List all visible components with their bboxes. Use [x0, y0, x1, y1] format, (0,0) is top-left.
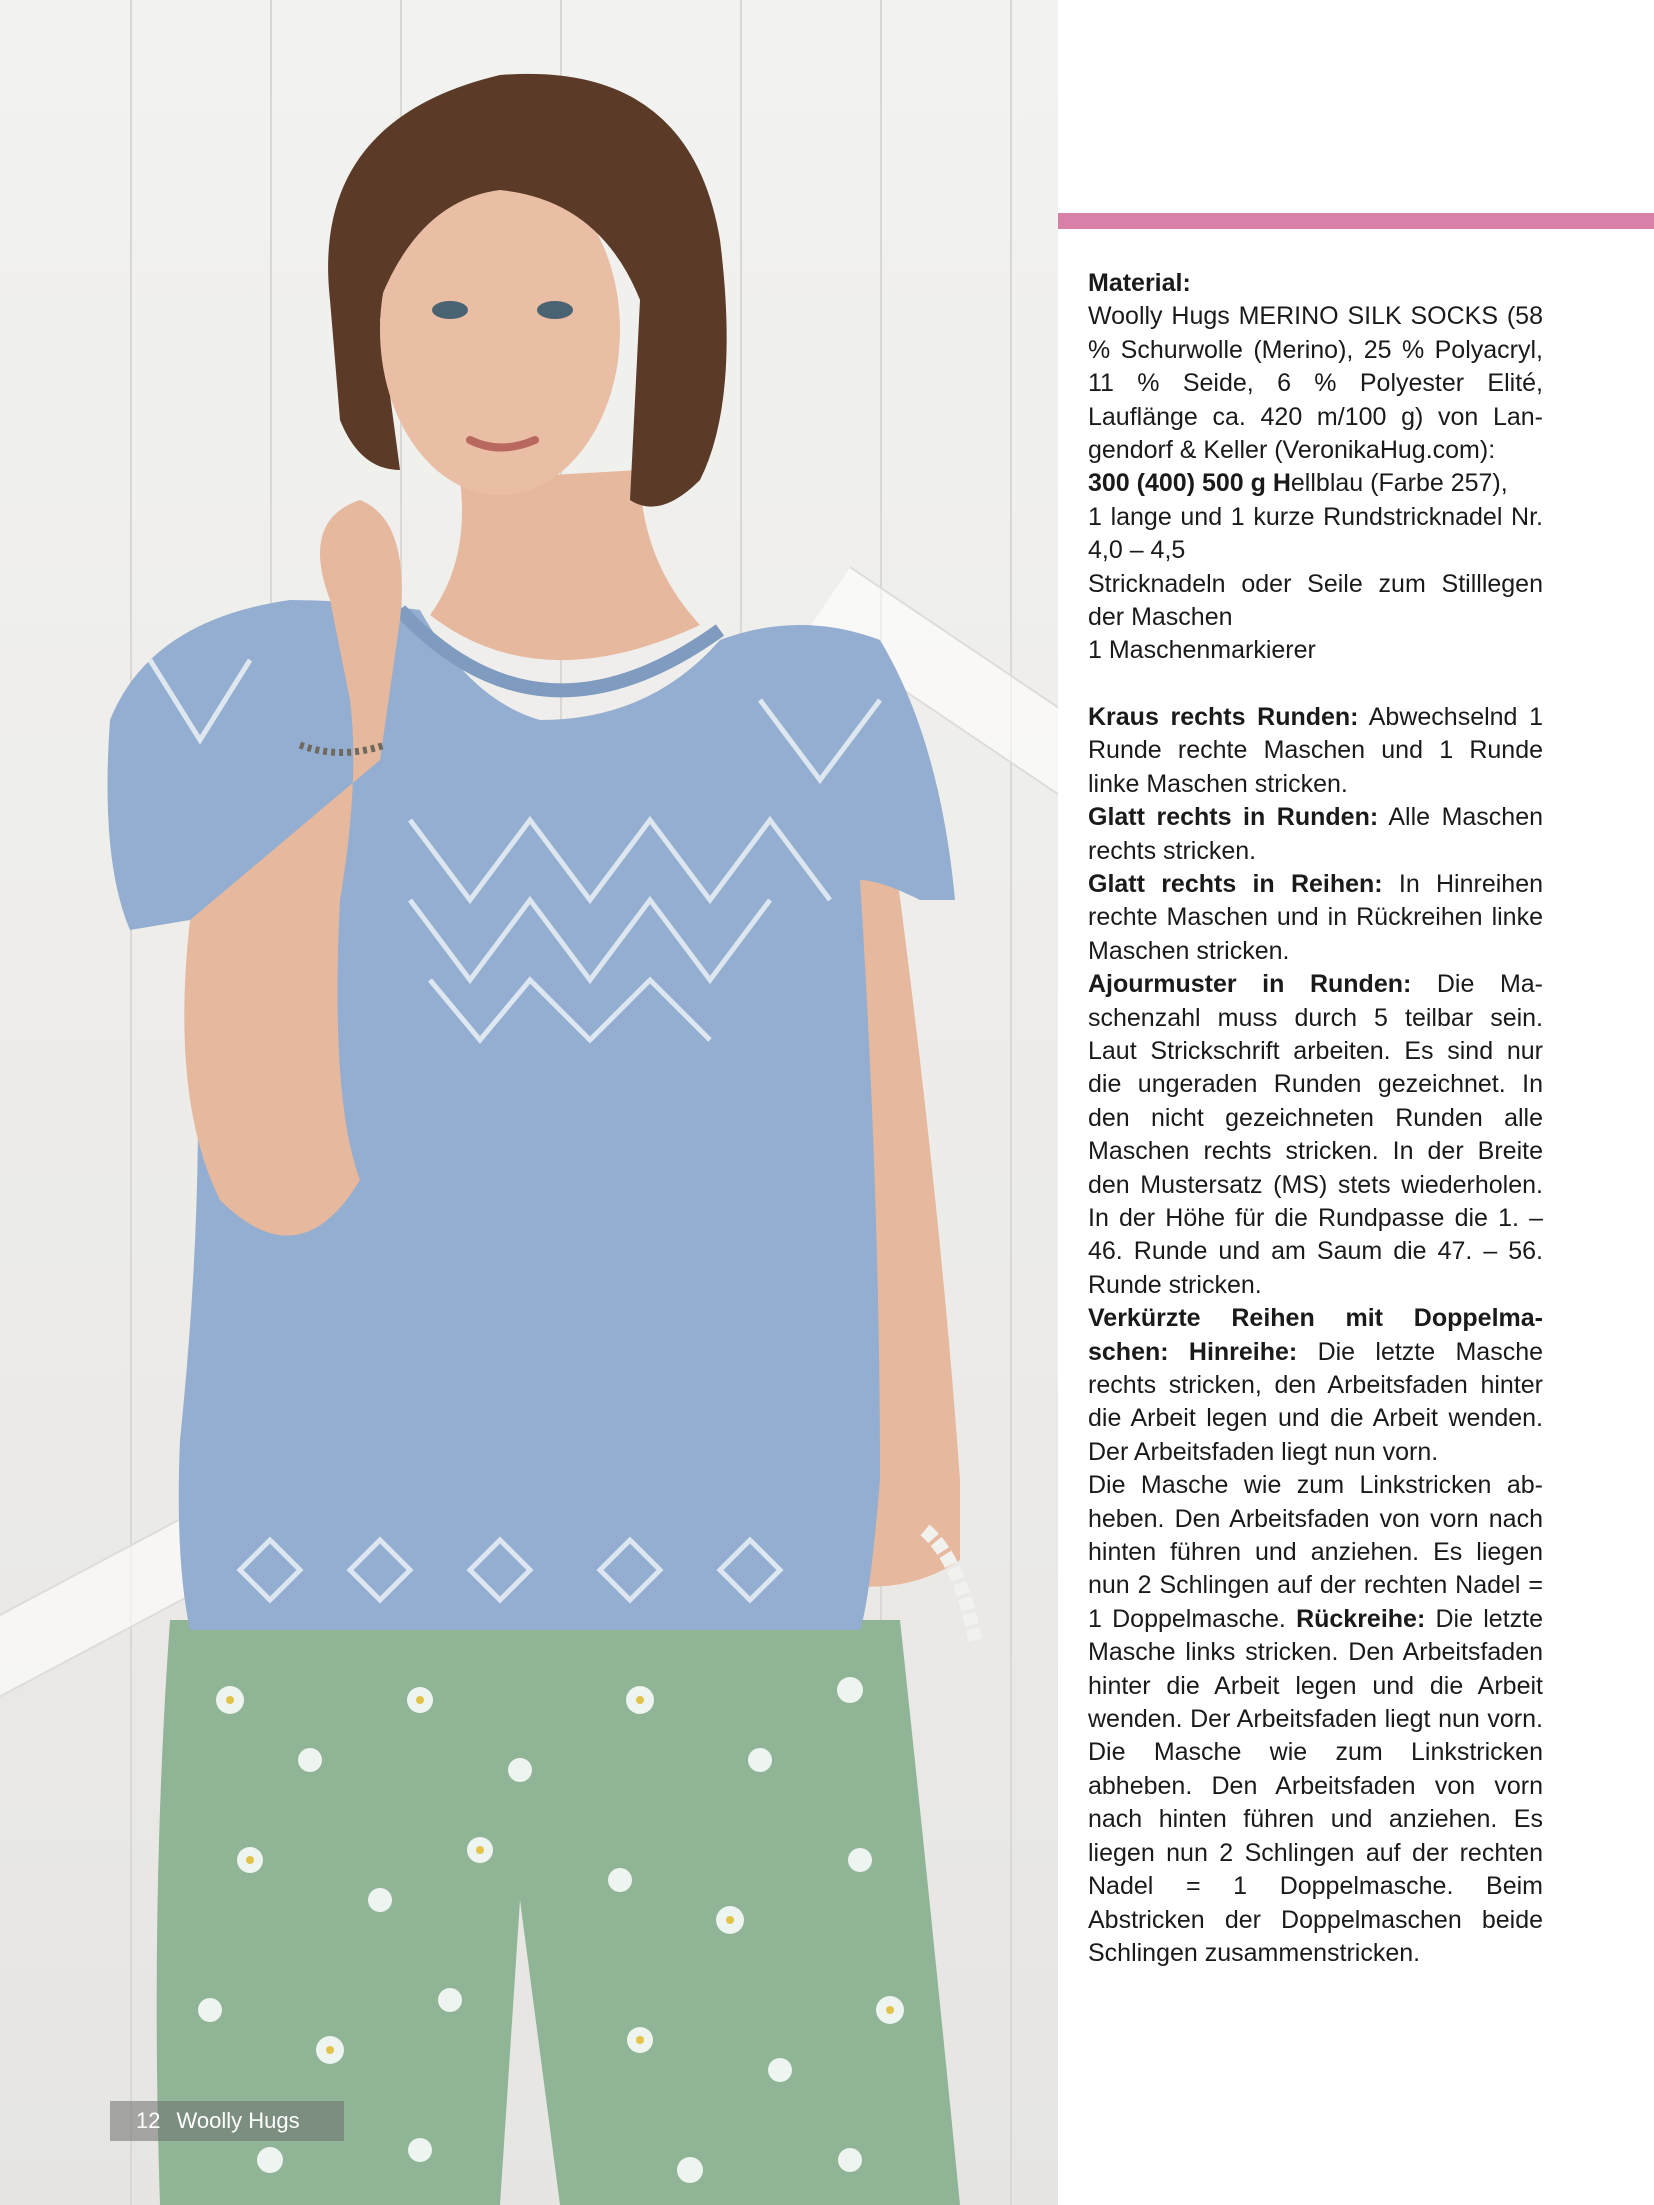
section-gap	[1088, 668, 1543, 701]
technique-title: Glatt rechts in Runden:	[1088, 803, 1379, 832]
short-rows-paragraph	[1088, 1302, 1543, 1469]
material-needles: 1 lange und 1 kurze Rundstricknadel Nr. 4,0 – 4,5	[1088, 502, 1543, 565]
short-rows-paragraph	[1088, 1469, 1543, 1970]
technique-paragraph	[1088, 868, 1543, 968]
page-footer-tag	[110, 2101, 344, 2141]
material-heading: Material:	[1088, 269, 1191, 297]
short-rows-subtitle: Rückreihe:	[1296, 1604, 1426, 1633]
technique-text: In Hinreihen rechte Maschen und in Rückreihen linke Maschen stricken.	[1088, 869, 1544, 965]
short-rows-text: Die Masche wie zum Linkstricken abheben. Den Arbeitsfaden von vorn nach hinten führen und anziehen. Es liegen nun 2 Schlingen auf der rechten Nadel = 1 Doppelmasche.	[1088, 1471, 1543, 1633]
technique-title: Ajourmuster in Runden:	[1088, 970, 1412, 999]
brand-name: Woolly Hugs	[176, 2108, 300, 2133]
eye	[537, 301, 573, 319]
technique-text: Alle Maschen rechts stricken.	[1088, 803, 1544, 865]
page-number: 12	[136, 2108, 161, 2133]
material-amount	[1088, 467, 1543, 500]
short-rows-text: Die letzte Masche links stricken. Den Arbeitsfaden hinter die Arbeit legen und die Arbeit wenden. Der Arbeitsfaden liegt nun vorn. Die Masche wie zum Linkstricken abheben. Den Arbeitsfaden von vorn nach hinten führen und anziehen. Es liegen nun 2 Schlingen auf der rechten Nadel = 1 Doppelmasche. Beim Abstricken der Doppelmaschen beide Schlingen zusammenstricken.	[1088, 1604, 1543, 1967]
material-holders: Stricknadeln oder Seile zum Stilllegen der Maschen	[1088, 569, 1543, 632]
short-rows-title: Verkürzte Reihen mit Doppelmaschen: Hinreihe:	[1088, 1304, 1543, 1366]
technique-text: Die Maschenzahl muss durch 5 teilbar sein. Laut Strickschrift arbeiten. Es sind nur die ungeraden Runden gezeichnet. In den nicht gezeichneten Runden alle Maschen rechts stricken. In der Breite den Mustersatz (MS) stets wiederholen. In der Höhe für die Rundpasse die 1. – 46. Runde und am Saum die 47. – 56. Runde stricken.	[1088, 970, 1543, 1299]
amount-bold: 300 (400) 500 g H	[1088, 469, 1291, 498]
amount-rest: ellblau (Farbe 257),	[1290, 469, 1508, 498]
material-marker: 1 Maschenmarkierer	[1088, 636, 1316, 665]
technique-paragraph	[1088, 701, 1543, 801]
short-rows-text: Die letzte Masche rechts stricken, den Arbeitsfaden hinter die Arbeit legen und die Arbeit wenden. Der Arbeitsfaden liegt nun vorn.	[1088, 1337, 1544, 1466]
material-yarn: Woolly Hugs MERINO SILK SOCKS (58 % Schurwolle (Merino), 25 % Polyacryl, 11 % Seide, 6 % Polyester Elité, Lauflänge ca. 420 m/100 g) von Langendorf & Keller (VeronikaHug.com):	[1088, 302, 1543, 465]
material-section	[1088, 267, 1543, 300]
instructions-column	[1088, 267, 1543, 1970]
technique-paragraph	[1088, 801, 1543, 868]
technique-paragraph	[1088, 968, 1543, 1302]
technique-text: Abwechselnd 1 Runde rechte Maschen und 1 Runde linke Maschen stricken.	[1088, 702, 1543, 798]
technique-title: Kraus rechts Runden:	[1088, 702, 1359, 731]
technique-title: Glatt rechts in Reihen:	[1088, 869, 1383, 898]
pink-accent-bar	[1058, 213, 1654, 229]
eye	[432, 301, 468, 319]
